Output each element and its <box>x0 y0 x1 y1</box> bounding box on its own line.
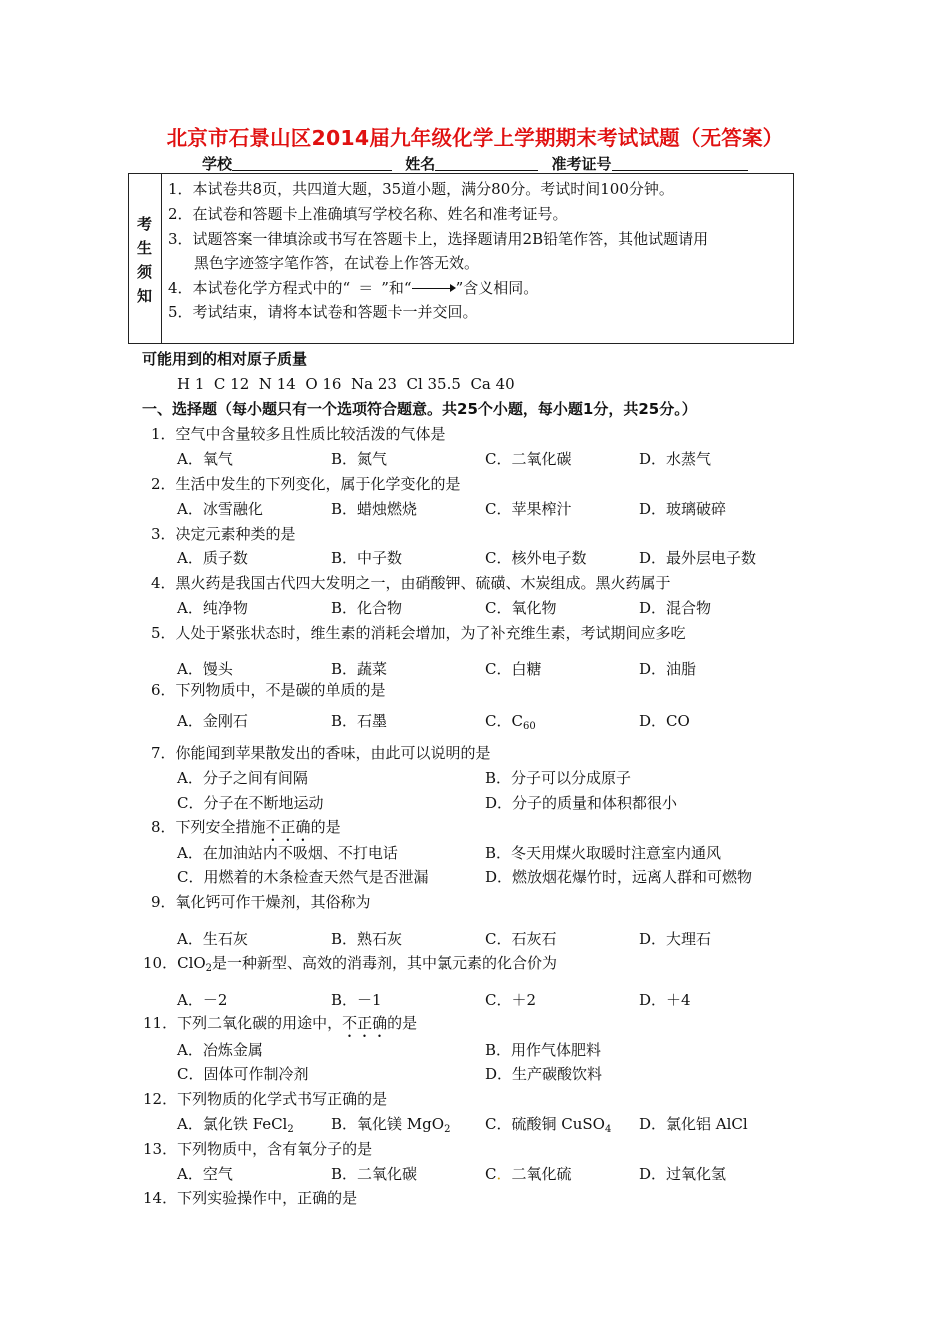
notice-item-4-text: 4．本试卷化学方程式中的“ <box>168 279 351 297</box>
q1-option-b: B．氮气 <box>331 450 388 468</box>
q10-option-d: D．＋4 <box>639 991 691 1009</box>
q4-option-a: A．纯净物 <box>177 599 248 617</box>
question-4: 4．黑火药是我国古代四大发明之一，由硝酸钾、硫磺、木炭组成。黑火药属于 <box>151 574 671 592</box>
question-1: 1．空气中含量较多且性质比较活泼的气体是 <box>151 425 446 443</box>
q2-option-d: D．玻璃破碎 <box>639 500 727 518</box>
question-8 <box>151 818 341 845</box>
notice-char: 生 <box>137 239 153 257</box>
q5-option-c: C．白糖 <box>485 660 542 678</box>
q6-option-a: A．金刚石 <box>177 712 248 730</box>
q12-option-c-text: C．硫酸铜 CuSO <box>485 1115 605 1133</box>
q8-option-b: B．冬天用煤火取暖时注意室内通风 <box>485 844 722 862</box>
q12-option-c-sub: 4 <box>604 1124 612 1135</box>
q9-option-c: C．石灰石 <box>485 930 557 948</box>
q7-option-b: B．分子可以分成原子 <box>485 769 632 787</box>
q8-stem-emphasis: 不正确 <box>265 818 311 836</box>
q11-option-b: B．用作气体肥料 <box>485 1041 602 1059</box>
school-label: 学校 <box>202 155 233 173</box>
notice-item-3: 3．试题答案一律填涂或书写在答题卡上，选择题请用2B铅笔作答，其他试题请用 <box>168 230 709 248</box>
q8-stem-pre: 8．下列安全措施 <box>151 818 266 836</box>
section-1-heading: 一、选择题（每小题只有一个选项符合题意。共25个小题，每小题1分，共25分。） <box>142 400 697 418</box>
q12-option-a-sub: 2 <box>287 1124 294 1135</box>
q3-option-c: C．核外电子数 <box>485 549 587 567</box>
q5-option-a: A．馒头 <box>177 660 233 678</box>
notice-item-4-and: ”和“ <box>381 279 412 297</box>
q3-option-d: D．最外层电子数 <box>639 549 757 567</box>
q12-option-a-text: A．氯化铁 FeCl <box>177 1115 288 1133</box>
q12-option-b-sub: 2 <box>444 1124 451 1135</box>
q13-option-b: B．二氧化碳 <box>331 1165 418 1183</box>
question-3: 3．决定元素种类的是 <box>151 525 296 543</box>
q10-option-a: A．－2 <box>177 991 228 1009</box>
school-blank <box>232 155 392 171</box>
q6-option-d: D．CO <box>639 712 690 730</box>
q6-option-c-text: C．C <box>485 712 523 730</box>
q7-option-c: C．分子在不断地运动 <box>177 794 324 812</box>
notice-item-1: 1．本试卷共8页，共四道大题，35道小题，满分80分。考试时间100分钟。 <box>168 180 674 198</box>
q9-option-d: D．大理石 <box>639 930 712 948</box>
q8-stem-post: 的是 <box>310 818 341 836</box>
q11-stem-emphasis: 不正确 <box>342 1014 388 1032</box>
q11-stem-pre: 11．下列二氧化碳的用途中， <box>143 1014 343 1032</box>
atomic-mass-heading: 可能用到的相对原子质量 <box>142 350 308 368</box>
notice-item-3-cont: 黑色字迹签字笔作答，在试卷上作答无效。 <box>194 254 480 272</box>
question-2: 2．生活中发生的下列变化，属于化学变化的是 <box>151 475 461 493</box>
q13-option-a: A．空气 <box>177 1165 233 1183</box>
q13-option-c <box>485 1165 572 1183</box>
name-label: 姓名 <box>405 155 436 173</box>
q12-option-b <box>331 1115 450 1133</box>
q13-option-c-letter: C <box>485 1165 497 1183</box>
q12-option-d: D．氯化铝 AlCl <box>639 1115 748 1133</box>
q12-option-c <box>485 1115 611 1133</box>
q7-option-d: D．分子的质量和体积都很小 <box>485 794 678 812</box>
notice-side-label <box>129 174 162 343</box>
q1-option-c: C．二氧化碳 <box>485 450 572 468</box>
q9-option-a: A．生石灰 <box>177 930 248 948</box>
q10-stem-post: 是一种新型、高效的消毒剂，其中氯元素的化合价为 <box>212 954 558 972</box>
q13-option-c-dot: ． <box>496 1165 512 1183</box>
reaction-arrow-icon <box>412 284 456 294</box>
q13-option-c-text: 二氧化硫 <box>511 1165 572 1183</box>
q10-option-b: B．－1 <box>331 991 382 1009</box>
q2-option-a: A．冰雪融化 <box>177 500 263 518</box>
q4-option-b: B．化合物 <box>331 599 403 617</box>
question-7: 7．你能闻到苹果散发出的香味，由此可以说明的是 <box>151 744 491 762</box>
q4-option-c: C．氧化物 <box>485 599 557 617</box>
q6-option-b: B．石墨 <box>331 712 388 730</box>
question-9: 9．氧化钙可作干燥剂，其俗称为 <box>151 893 371 911</box>
q9-option-b: B．熟石灰 <box>331 930 403 948</box>
question-5: 5．人处于紧张状态时，维生素的消耗会增加，为了补充维生素，考试期间应多吃 <box>151 624 686 642</box>
student-info-row <box>202 153 748 174</box>
q3-option-a: A．质子数 <box>177 549 248 567</box>
exam-title: 北京市石景山区2014届九年级化学上学期期末考试试题（无答案） <box>166 126 784 150</box>
q1-option-d: D．水蒸气 <box>639 450 712 468</box>
question-13: 13．下列物质中，含有氧分子的是 <box>143 1140 373 1158</box>
q7-option-a: A．分子之间有间隔 <box>177 769 308 787</box>
q5-option-d: D．油脂 <box>639 660 697 678</box>
question-10 <box>143 954 557 972</box>
notice-item-5: 5．考试结束，请将本试卷和答题卡一并交回。 <box>168 303 478 321</box>
question-6: 6．下列物质中，不是碳的单质的是 <box>151 681 386 699</box>
q6-option-c <box>485 712 536 730</box>
candidate-notice-box <box>128 173 794 344</box>
q4-option-d: D．混合物 <box>639 599 712 617</box>
q10-option-c: C．＋2 <box>485 991 537 1009</box>
notice-item-4 <box>168 279 538 297</box>
equals-sign: ＝ <box>358 279 374 297</box>
q12-option-a <box>177 1115 294 1133</box>
exam-number-blank <box>612 155 748 171</box>
q8-option-d: D．燃放烟花爆竹时，远离人群和可燃物 <box>485 868 753 886</box>
exam-number-label: 准考证号 <box>551 155 612 173</box>
notice-char: 考 <box>137 215 153 233</box>
q6-option-c-sub: 60 <box>522 721 536 732</box>
atomic-mass-values: H 1 C 12 N 14 O 16 Na 23 Cl 35.5 Ca 40 <box>177 375 515 393</box>
q10-stem-sub: 2 <box>205 963 213 974</box>
name-blank <box>435 155 538 171</box>
question-11 <box>143 1014 417 1041</box>
notice-char: 须 <box>137 263 153 281</box>
q13-option-d: D．过氧化氢 <box>639 1165 727 1183</box>
q5-option-b: B．蔬菜 <box>331 660 388 678</box>
q11-option-d: D．生产碳酸饮料 <box>485 1065 603 1083</box>
notice-item-2: 2．在试卷和答题卡上准确填写学校名称、姓名和准考证号。 <box>168 205 568 223</box>
q12-option-b-text: B．氧化镁 MgO <box>331 1115 445 1133</box>
q3-option-b: B．中子数 <box>331 549 403 567</box>
q11-stem-post: 的是 <box>387 1014 418 1032</box>
question-12: 12．下列物质的化学式书写正确的是 <box>143 1090 388 1108</box>
q8-option-c: C．用燃着的木条检查天然气是否泄漏 <box>177 868 429 886</box>
q2-option-b: B．蜡烛燃烧 <box>331 500 418 518</box>
q10-stem-pre: 10．ClO <box>143 954 206 972</box>
question-14: 14．下列实验操作中，正确的是 <box>143 1189 358 1207</box>
notice-item-4-end: ”含义相同。 <box>455 279 539 297</box>
q8-option-a: A．在加油站内不吸烟、不打电话 <box>177 844 398 862</box>
q11-option-c: C．固体可作制冷剂 <box>177 1065 309 1083</box>
q11-option-a: A．冶炼金属 <box>177 1041 263 1059</box>
q1-option-a: A．氧气 <box>177 450 233 468</box>
notice-char: 知 <box>137 287 153 305</box>
q2-option-c: C．苹果榨汁 <box>485 500 572 518</box>
